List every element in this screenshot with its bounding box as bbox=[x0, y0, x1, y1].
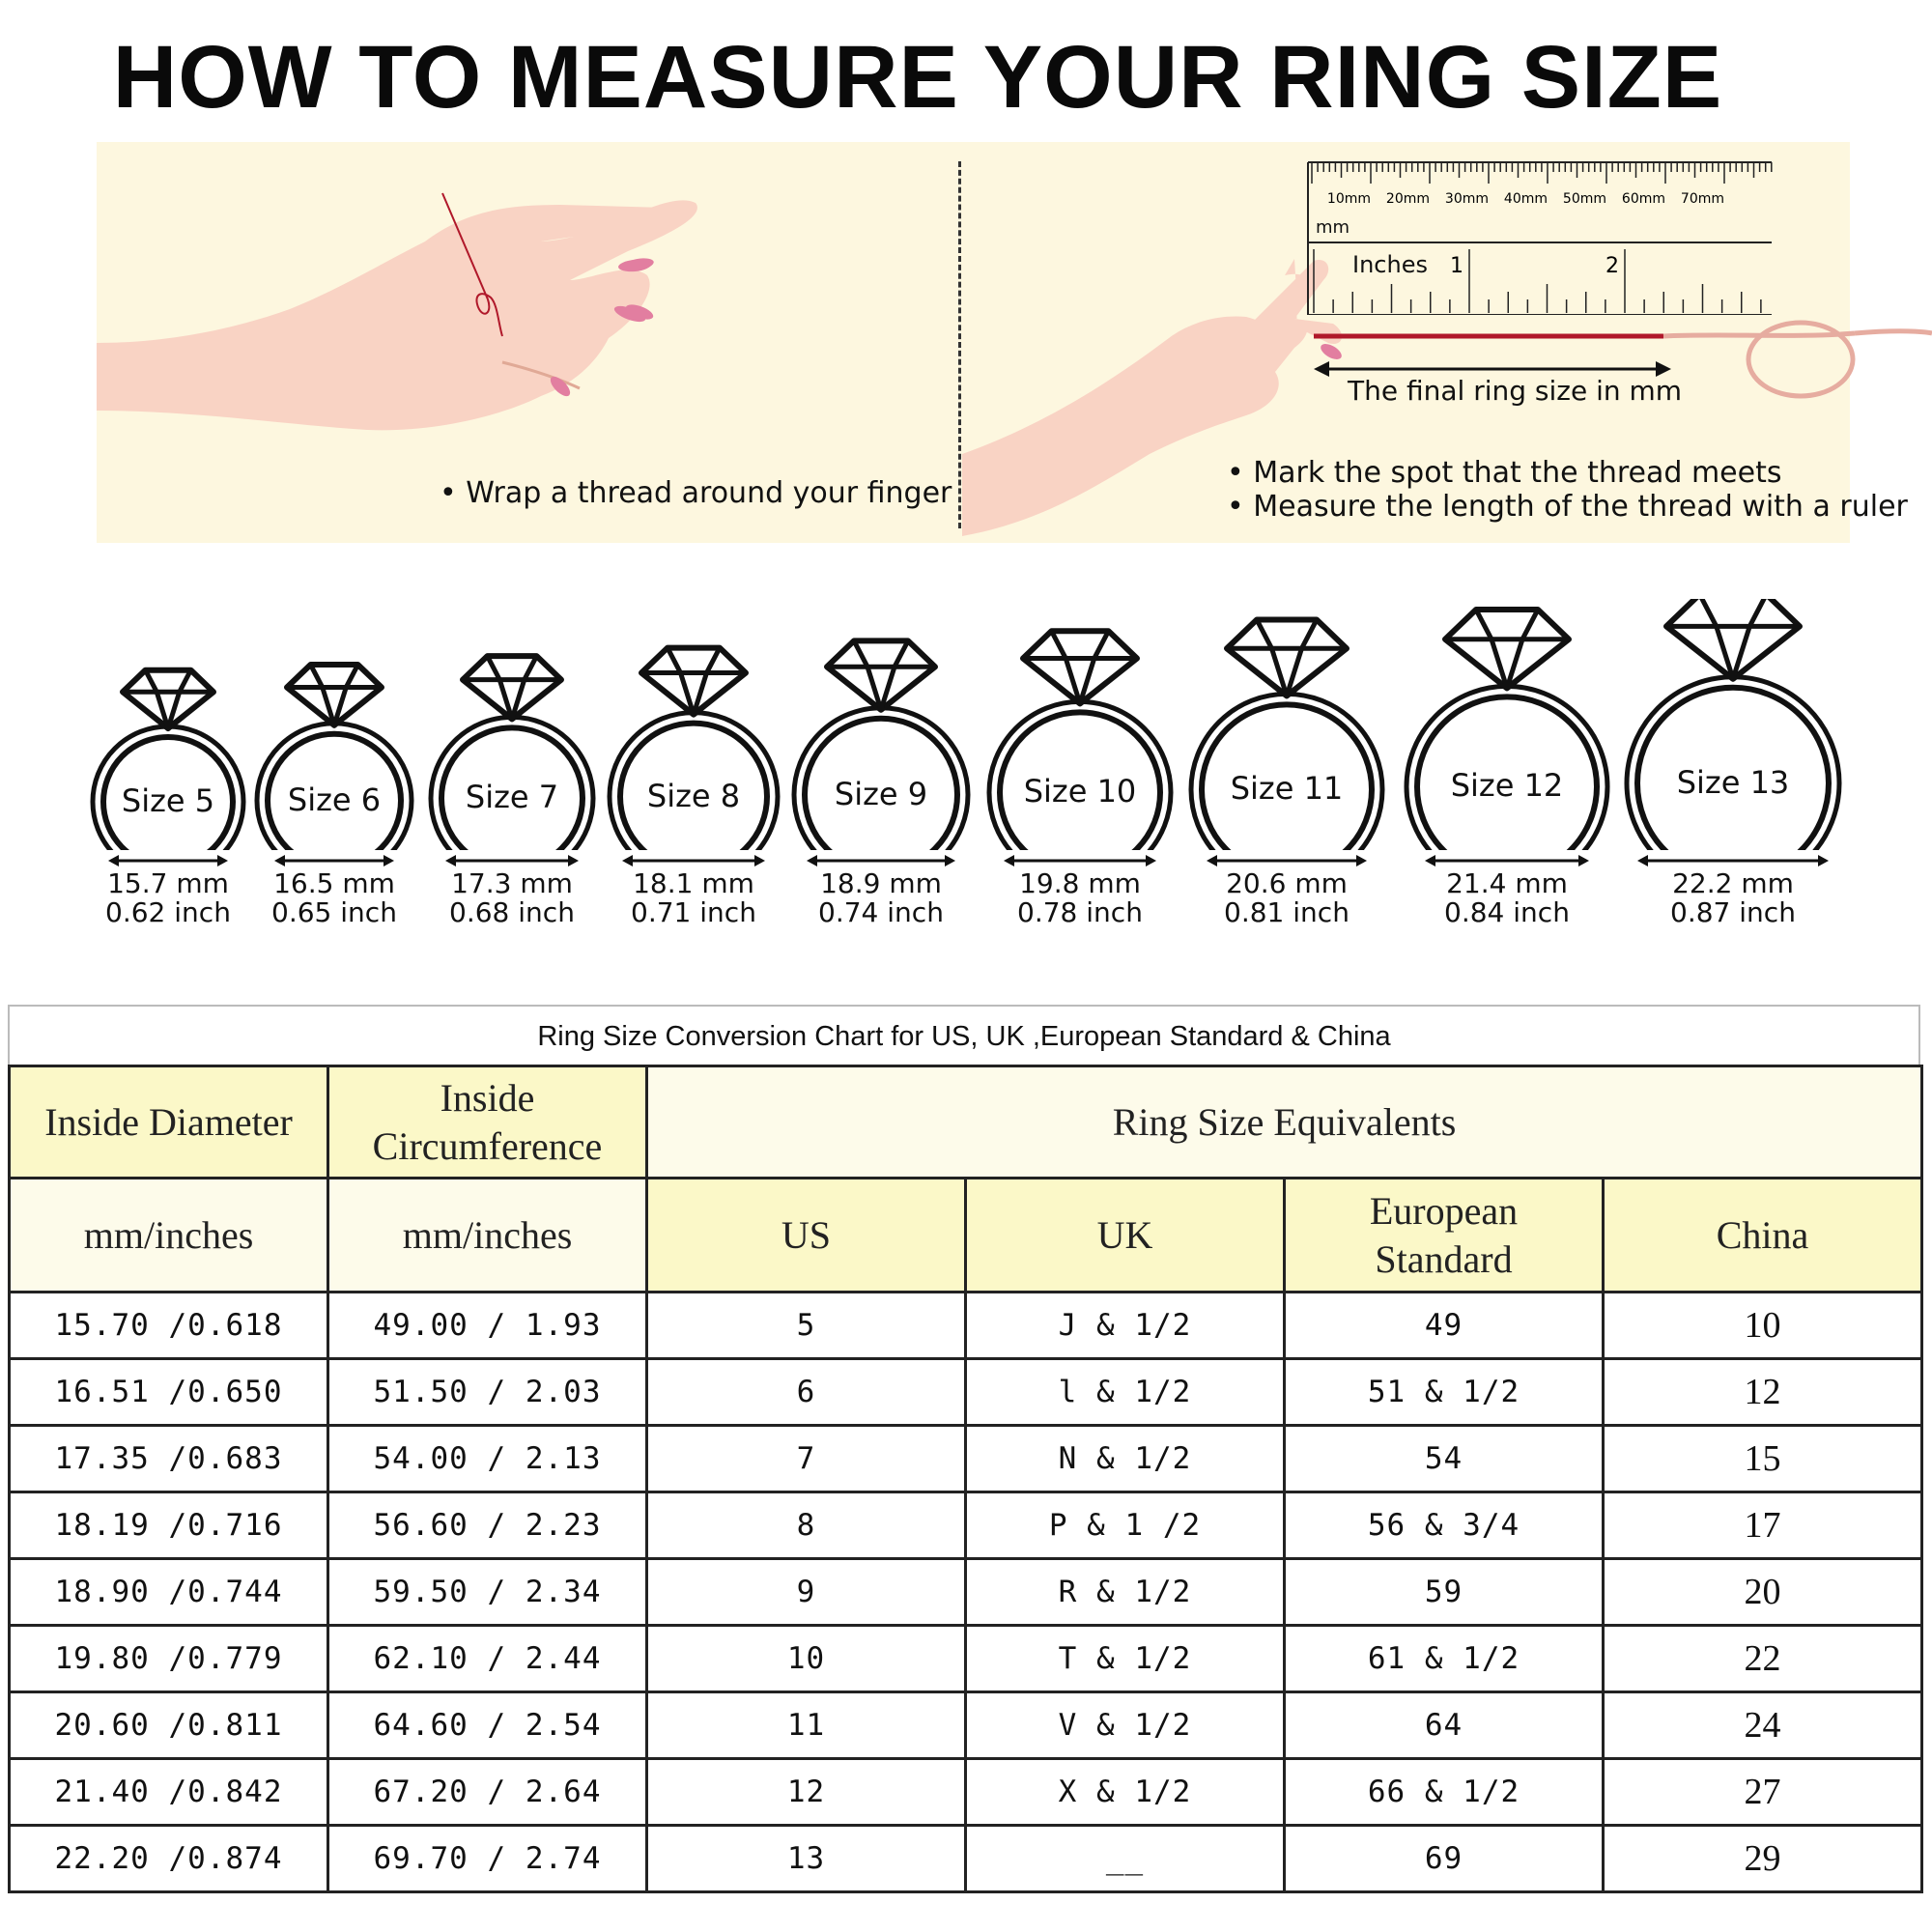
cell-us: 6 bbox=[647, 1359, 966, 1426]
cell-china: 10 bbox=[1604, 1293, 1922, 1359]
ring-diameter-mm: 16.5 mm bbox=[273, 867, 395, 899]
cell-european: 56 & 3/4 bbox=[1285, 1492, 1604, 1559]
ring-size-item bbox=[1617, 599, 1849, 927]
cell-diameter: 19.80 /0.779 bbox=[10, 1626, 328, 1692]
table-row bbox=[10, 1426, 1922, 1492]
cell-uk: R & 1/2 bbox=[966, 1559, 1285, 1626]
cell-diameter: 22.20 /0.874 bbox=[10, 1826, 328, 1892]
cell-uk: J & 1/2 bbox=[966, 1293, 1285, 1359]
ruler-mm-label: 70mm bbox=[1680, 191, 1724, 207]
header-circumference-units: mm/inches bbox=[328, 1179, 647, 1293]
step-wrap: • Wrap a thread around your finger bbox=[440, 476, 952, 510]
ring-diameter-mm: 15.7 mm bbox=[107, 867, 229, 899]
ring-icon bbox=[980, 599, 1180, 850]
header-european: European Standard bbox=[1285, 1179, 1604, 1293]
ruler-graphic bbox=[1306, 160, 1774, 315]
table-row bbox=[10, 1492, 1922, 1559]
ring-diameter-inch: 0.87 inch bbox=[1670, 896, 1796, 928]
ruler-mm-label: 50mm bbox=[1562, 191, 1606, 207]
ring-diameter-mm: 18.9 mm bbox=[820, 867, 942, 899]
cell-diameter: 18.19 /0.716 bbox=[10, 1492, 328, 1559]
cell-european: 69 bbox=[1285, 1826, 1604, 1892]
final-size-label: The final ring size in mm bbox=[1348, 375, 1683, 407]
cell-european: 61 & 1/2 bbox=[1285, 1626, 1604, 1692]
ring-size-item bbox=[238, 599, 431, 927]
cell-uk: T & 1/2 bbox=[966, 1626, 1285, 1692]
cell-european: 54 bbox=[1285, 1426, 1604, 1492]
cell-uk: l & 1/2 bbox=[966, 1359, 1285, 1426]
cell-diameter: 17.35 /0.683 bbox=[10, 1426, 328, 1492]
ring-diameter-inch: 0.65 inch bbox=[271, 896, 397, 928]
ring-icon bbox=[1617, 599, 1849, 850]
cell-us: 8 bbox=[647, 1492, 966, 1559]
cell-china: 15 bbox=[1604, 1426, 1922, 1492]
ring-diameter-inch: 0.62 inch bbox=[105, 896, 231, 928]
ring-measurement bbox=[1397, 869, 1617, 927]
table-row bbox=[10, 1759, 1922, 1826]
ring-diameter-mm: 20.6 mm bbox=[1226, 867, 1348, 899]
ring-diameter-mm: 17.3 mm bbox=[451, 867, 573, 899]
ring-icon bbox=[1181, 599, 1392, 850]
cell-us: 11 bbox=[647, 1692, 966, 1759]
ring-measurement bbox=[415, 869, 609, 927]
cell-us: 7 bbox=[647, 1426, 966, 1492]
table-caption: Ring Size Conversion Chart for US, UK ,European Standard & China bbox=[8, 1005, 1920, 1065]
ruler-mm-label: 20mm bbox=[1385, 191, 1430, 207]
ring-size-label: Size 9 bbox=[834, 775, 928, 812]
cell-china: 12 bbox=[1604, 1359, 1922, 1426]
cell-diameter: 18.90 /0.744 bbox=[10, 1559, 328, 1626]
ring-size-item bbox=[597, 599, 790, 927]
ring-size-item bbox=[1397, 599, 1617, 927]
ring-diameter-mm: 18.1 mm bbox=[633, 867, 754, 899]
cell-uk: N & 1/2 bbox=[966, 1426, 1285, 1492]
step-mark: • Mark the spot that the thread meets bbox=[1227, 456, 1782, 490]
cell-european: 64 bbox=[1285, 1692, 1604, 1759]
ring-measurement bbox=[597, 869, 790, 927]
header-diameter-units: mm/inches bbox=[10, 1179, 328, 1293]
table-row bbox=[10, 1626, 1922, 1692]
cell-circumference: 69.70 / 2.74 bbox=[328, 1826, 647, 1892]
cell-circumference: 64.60 / 2.54 bbox=[328, 1692, 647, 1759]
cell-circumference: 49.00 / 1.93 bbox=[328, 1293, 647, 1359]
ring-diameter-mm: 22.2 mm bbox=[1672, 867, 1794, 899]
cell-european: 59 bbox=[1285, 1559, 1604, 1626]
ring-size-label: Size 11 bbox=[1230, 770, 1344, 808]
cell-china: 20 bbox=[1604, 1559, 1922, 1626]
ring-measurement bbox=[238, 869, 431, 927]
conversion-table bbox=[8, 1005, 1920, 1893]
cell-circumference: 56.60 / 2.23 bbox=[328, 1492, 647, 1559]
ring-measurement bbox=[1181, 869, 1392, 927]
ruler-inch-label: 1 bbox=[1450, 254, 1463, 278]
table-row bbox=[10, 1293, 1922, 1359]
ruler-inches-unit: Inches bbox=[1352, 251, 1428, 278]
ring-size-row bbox=[0, 599, 1932, 1005]
cell-us: 5 bbox=[647, 1293, 966, 1359]
cell-us: 10 bbox=[647, 1626, 966, 1692]
cell-european: 66 & 1/2 bbox=[1285, 1759, 1604, 1826]
ring-diameter-inch: 0.81 inch bbox=[1224, 896, 1350, 928]
step-measure: • Measure the length of the thread with a ruler bbox=[1227, 490, 1908, 524]
cell-china: 17 bbox=[1604, 1492, 1922, 1559]
header-equivalents: Ring Size Equivalents bbox=[647, 1066, 1922, 1179]
ring-icon bbox=[1397, 599, 1617, 850]
ruler-mm-label: 40mm bbox=[1503, 191, 1548, 207]
cell-us: 12 bbox=[647, 1759, 966, 1826]
panel-divider bbox=[958, 161, 961, 528]
ruler-mm-unit: mm bbox=[1316, 217, 1350, 238]
header-inside-diameter: Inside Diameter bbox=[10, 1066, 328, 1179]
page-title: HOW TO MEASURE YOUR RING SIZE bbox=[112, 28, 1723, 127]
cell-us: 13 bbox=[647, 1826, 966, 1892]
step-mark-text: Mark the spot that the thread meets bbox=[1253, 456, 1782, 490]
ring-size-label: Size 10 bbox=[1023, 773, 1137, 810]
ring-diameter-inch: 0.78 inch bbox=[1017, 896, 1143, 928]
cell-uk: P & 1 /2 bbox=[966, 1492, 1285, 1559]
ring-size-label: Size 13 bbox=[1676, 763, 1790, 801]
ring-measurement bbox=[71, 869, 265, 927]
cell-uk: X & 1/2 bbox=[966, 1759, 1285, 1826]
ring-size-label: Size 5 bbox=[121, 782, 215, 819]
ring-diameter-inch: 0.68 inch bbox=[449, 896, 575, 928]
cell-diameter: 20.60 /0.811 bbox=[10, 1692, 328, 1759]
cell-uk: __ bbox=[966, 1826, 1285, 1892]
ruler-mm-label: 60mm bbox=[1621, 191, 1665, 207]
cell-diameter: 21.40 /0.842 bbox=[10, 1759, 328, 1826]
cell-circumference: 51.50 / 2.03 bbox=[328, 1359, 647, 1426]
cell-european: 49 bbox=[1285, 1293, 1604, 1359]
step-measure-text: Measure the length of the thread with a ruler bbox=[1253, 490, 1908, 524]
cell-china: 27 bbox=[1604, 1759, 1922, 1826]
ring-size-item bbox=[784, 599, 978, 927]
table-row bbox=[10, 1692, 1922, 1759]
ring-measurement bbox=[784, 869, 978, 927]
ruler-mm-label: 30mm bbox=[1444, 191, 1489, 207]
ruler-mm-label: 10mm bbox=[1326, 191, 1371, 207]
cell-china: 22 bbox=[1604, 1626, 1922, 1692]
ring-measurement bbox=[980, 869, 1180, 927]
cell-us: 9 bbox=[647, 1559, 966, 1626]
header-uk: UK bbox=[966, 1179, 1285, 1293]
ring-diameter-inch: 0.84 inch bbox=[1444, 896, 1570, 928]
cell-china: 29 bbox=[1604, 1826, 1922, 1892]
ring-size-item bbox=[1181, 599, 1392, 927]
header-us: US bbox=[647, 1179, 966, 1293]
header-inside-circumference: Inside Circumference bbox=[328, 1066, 647, 1179]
cell-diameter: 16.51 /0.650 bbox=[10, 1359, 328, 1426]
ruler bbox=[1306, 160, 1774, 315]
ring-diameter-mm: 19.8 mm bbox=[1019, 867, 1141, 899]
header-china: China bbox=[1604, 1179, 1922, 1293]
ring-diameter-inch: 0.74 inch bbox=[818, 896, 944, 928]
ring-size-item bbox=[71, 599, 265, 927]
table-row bbox=[10, 1559, 1922, 1626]
ring-measurement bbox=[1617, 869, 1849, 927]
ring-size-label: Size 12 bbox=[1450, 767, 1564, 805]
ring-size-label: Size 7 bbox=[465, 779, 559, 816]
cell-circumference: 54.00 / 2.13 bbox=[328, 1426, 647, 1492]
left-hand-icon bbox=[97, 200, 697, 430]
ring-diameter-inch: 0.71 inch bbox=[631, 896, 756, 928]
ring-size-item bbox=[415, 599, 609, 927]
cell-european: 51 & 1/2 bbox=[1285, 1359, 1604, 1426]
ring-size-label: Size 6 bbox=[287, 781, 382, 818]
cell-circumference: 62.10 / 2.44 bbox=[328, 1626, 647, 1692]
step-wrap-text: Wrap a thread around your finger bbox=[466, 476, 952, 510]
ring-icon bbox=[784, 599, 978, 850]
cell-china: 24 bbox=[1604, 1692, 1922, 1759]
table-row bbox=[10, 1826, 1922, 1892]
table-row bbox=[10, 1359, 1922, 1426]
cell-circumference: 59.50 / 2.34 bbox=[328, 1559, 647, 1626]
ruler-inch-label: 2 bbox=[1605, 254, 1619, 278]
ring-size-item bbox=[980, 599, 1180, 927]
cell-diameter: 15.70 /0.618 bbox=[10, 1293, 328, 1359]
cell-uk: V & 1/2 bbox=[966, 1692, 1285, 1759]
ring-size-label: Size 8 bbox=[646, 777, 741, 814]
cell-circumference: 67.20 / 2.64 bbox=[328, 1759, 647, 1826]
ring-diameter-mm: 21.4 mm bbox=[1446, 867, 1568, 899]
